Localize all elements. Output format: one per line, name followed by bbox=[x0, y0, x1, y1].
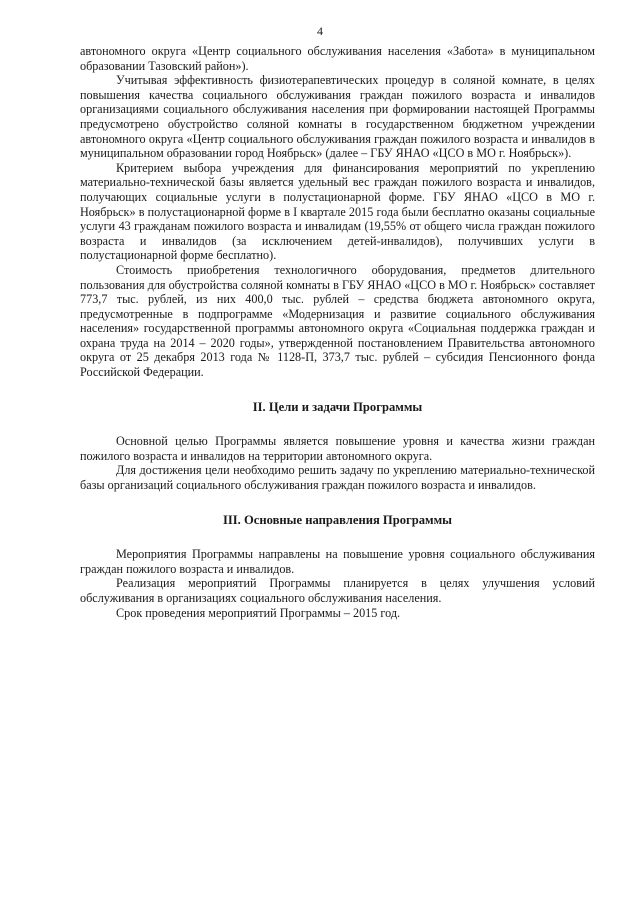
paragraph-task: Для достижения цели необходимо решить задачу по укреплению материально-технической базы организаций социального обслуживания граждан пожилого возраста и инвалидов. bbox=[80, 463, 595, 493]
paragraph-continuation: автономного округа «Центр социального обслуживания населения «Забота» в муниципальном образовании Тазовский район»). bbox=[80, 44, 595, 73]
paragraph-salt-room: Учитывая эффективность физиотерапевтических процедур в соляной комнате, в целях повышения качества социального обслуживания граждан пожилого возраста и инвалидов организациями социального обслуживания населения при формировании настоящей Программы предусмотрено обустройство соляной комнаты в государственном бюджетном учреждении автономного округа «Центр социального обслуживания граждан пожилого возраста и инвалидов в муниципальном образовании город Ноябрьск» (далее – ГБУ ЯНАО «ЦСО в МО г. Ноябрьск»). bbox=[80, 73, 595, 161]
page-number: 4 bbox=[317, 24, 323, 38]
document-body bbox=[80, 44, 595, 620]
paragraph-activities: Мероприятия Программы направлены на повышение уровня социального обслуживания граждан пожилого возраста и инвалидов. bbox=[80, 547, 595, 576]
paragraph-implementation: Реализация мероприятий Программы планируется в целях улучшения условий обслуживания в организациях социального обслуживания населения. bbox=[80, 576, 595, 605]
paragraph-cost: Стоимость приобретения технологичного оборудования, предметов длительного пользования для обустройства соляной комнаты в ГБУ ЯНАО «ЦСО в МО г. Ноябрьск» составляет 773,7 тыс. рублей, из них 400,0 тыс. рублей – средства бюджета автономного округа, предусмотренные в подпрограмме «Модернизация и развитие социального обслуживания населения» государственной программы автономного округа «Социальная поддержка граждан и охрана труда на 2014 – 2020 годы», утвержденной постановлением Правительства автономного округа от 25 декабря 2013 года № 1128-П, 373,7 тыс. рублей – субсидия Пенсионного фонда Российской Федерации. bbox=[80, 262, 595, 380]
paragraph-selection-criterion: Критерием выбора учреждения для финансирования мероприятий по укреплению материально-технической базы является удельный вес граждан пожилого возраста и инвалидов, получающих социальные услуги в полустационарной форме. ГБУ ЯНАО «ЦСО в МО г. Ноябрьск» в полустационарной форме в I квартале 2015 года были бесплатно оказаны социальные услуги 43 гражданам пожилого возраста и инвалидам (19,55% от общего числа граждан пожилого возраста и инвалидов (за исключением детей-инвалидов), получивших услуги в полустационарной форме бесплатно). bbox=[80, 160, 595, 263]
section-heading-goals: II. Цели и задачи Программы bbox=[252, 399, 423, 414]
paragraph-timeline: Срок проведения мероприятий Программы – 2015 год. bbox=[116, 605, 401, 620]
paragraph-main-goal: Основной целью Программы является повышение уровня и качества жизни граждан пожилого возраста и инвалидов на территории автономного округа. bbox=[80, 434, 595, 463]
section-heading-directions: III. Основные направления Программы bbox=[222, 512, 453, 527]
